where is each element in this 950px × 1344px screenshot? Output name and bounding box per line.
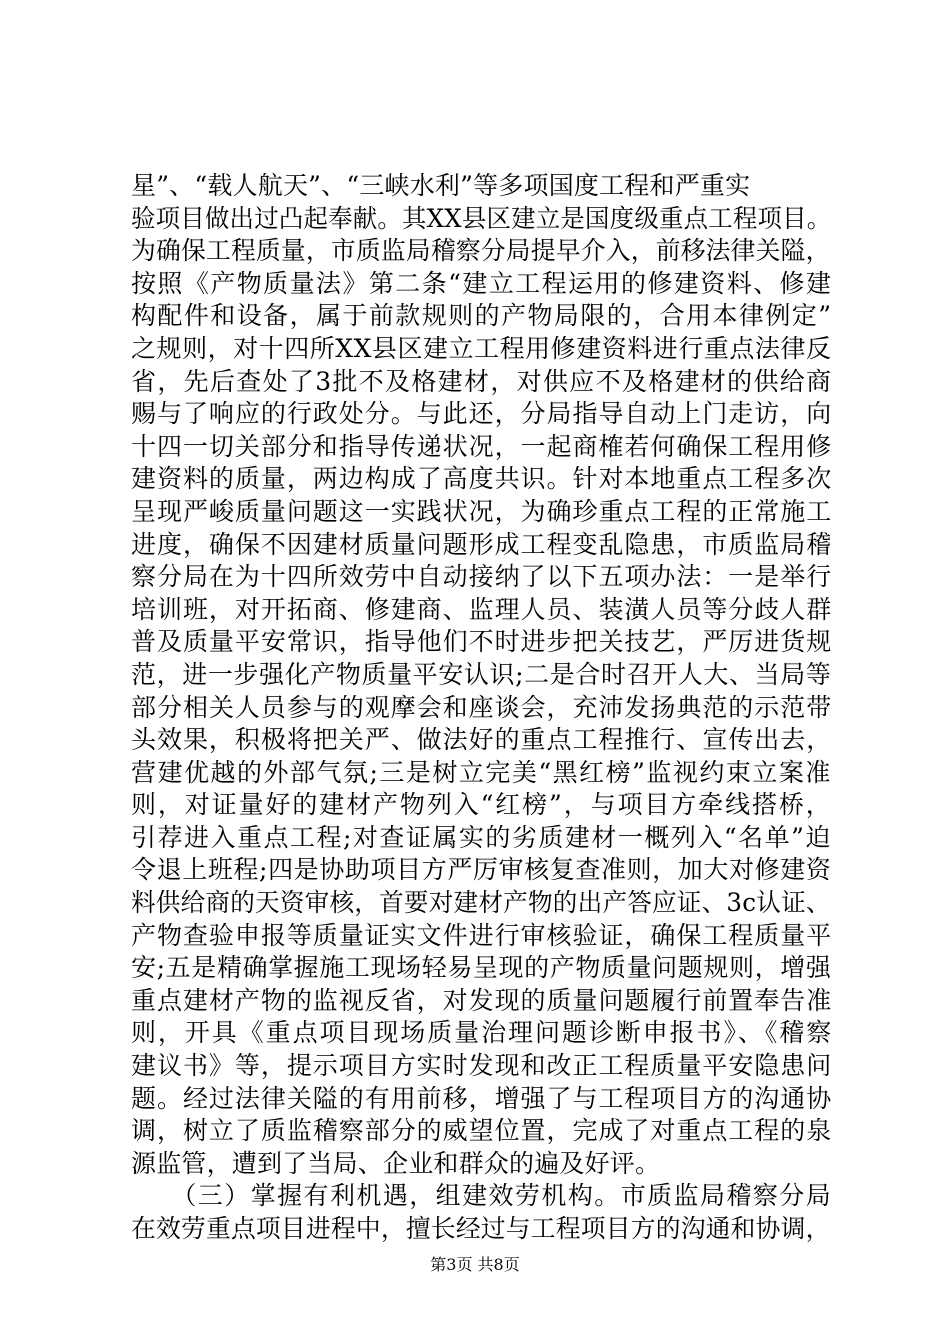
text-line: 引荐进入重点工程;对查证属实的劣质建材一概列入“名单”迫: [131, 822, 832, 852]
text-line: 建资料的质量，两边构成了高度共识。针对本地重点工程多次: [131, 464, 833, 494]
text-line: 进度，确保不因建材质量问题形成工程变乱隐患，市质监局稽: [131, 529, 833, 559]
body-text: [131, 170, 834, 1246]
text-line: 省，先后查处了3批不及格建材，对供应不及格建材的供给商: [131, 366, 833, 396]
text-line: 在效劳重点项目进程中，擅长经过与工程项目方的沟通和协调，: [131, 1214, 831, 1243]
page-footer: [0, 1255, 950, 1275]
text-line: 之规则，对十四所XX县区建立工程用修建资料进行重点法律反: [131, 333, 832, 363]
text-line: 为确保工程质量，市质监局稽察分局提早介入，前移法律关隘，: [131, 236, 831, 266]
text-line: 营建优越的外部气氛;三是树立完美“黑红榜”监视约束立案准: [131, 757, 832, 787]
text-line: 星”、“载人航天”、“三峡水利”等多项国度工程和严重实: [131, 171, 751, 200]
text-line: 调，树立了质监稽察部分的威望位置，完成了对重点工程的泉: [131, 1116, 833, 1146]
page-number: 第3页: [430, 1255, 473, 1274]
text-line: 察分局在为十四所效劳中自动接纳了以下五项办法：一是举行: [131, 562, 833, 592]
text-line: 构配件和设备，属于前款规则的产物局限的，合用本律例定”: [131, 301, 833, 331]
text-line: 安;五是精确掌握施工现场轻易呈现的产物质量问题规则，增强: [131, 953, 832, 983]
text-line: 题。经过法律关隘的有用前移，增强了与工程项目方的沟通协: [131, 1083, 833, 1113]
text-line: 令退上班程;四是协助项目方严厉审核复查准则，加大对修建资: [131, 855, 832, 885]
text-line: 培训班，对开拓商、修建商、监理人员、装潢人员等分歧人群: [131, 594, 833, 624]
text-line: 十四一切关部分和指导传递状况，一起商榷若何确保工程用修: [131, 431, 833, 461]
text-line: 料供给商的天资审核，首要对建材产物的出产答应证、3c认证、: [131, 888, 831, 918]
text-line: 验项目做出过凸起奉献。其XX县区建立是国度级重点工程项目。: [131, 203, 832, 233]
text-line: 按照《产物质量法》第二条“建立工程运用的修建资料、修建: [131, 268, 833, 298]
text-line: 重点建材产物的监视反省，对发现的质量问题履行前置奉告准: [131, 985, 833, 1015]
text-line: 则，对证量好的建材产物列入“红榜”，与项目方牵线搭桥，: [131, 790, 833, 820]
text-line: 产物查验申报等质量证实文件进行审核验证，确保工程质量平: [131, 920, 833, 950]
text-line: 源监管，遭到了当局、企业和群众的遍及好评。: [131, 1148, 661, 1178]
text-line: 普及质量平安常识，指导他们不时进步把关技艺，严厉进货规: [131, 627, 833, 657]
text-line: 头效果，积极将把关严、做法好的重点工程推行、宣传出去，: [131, 725, 833, 755]
text-line: （三）掌握有利机遇，组建效劳机构。市质监局稽察分局: [131, 1181, 833, 1211]
text-line: 部分相关人员参与的观摩会和座谈会，充沛发扬典范的示范带: [131, 692, 833, 722]
text-line: 建议书》等，提示项目方实时发现和改正工程质量平安隐患问: [131, 1051, 833, 1081]
page-total: 共8页: [477, 1255, 520, 1274]
text-line: 范，进一步强化产物质量平安认识;二是合时召开人大、当局等: [131, 659, 832, 689]
text-line: 呈现严峻质量问题这一实践状况，为确珍重点工程的正常施工: [131, 496, 833, 526]
text-line: 则，开具《重点项目现场质量治理问题诊断申报书》、《稽察: [131, 1018, 834, 1048]
text-line: 赐与了响应的行政处分。与此还，分局指导自动上门走访，向: [131, 399, 833, 429]
